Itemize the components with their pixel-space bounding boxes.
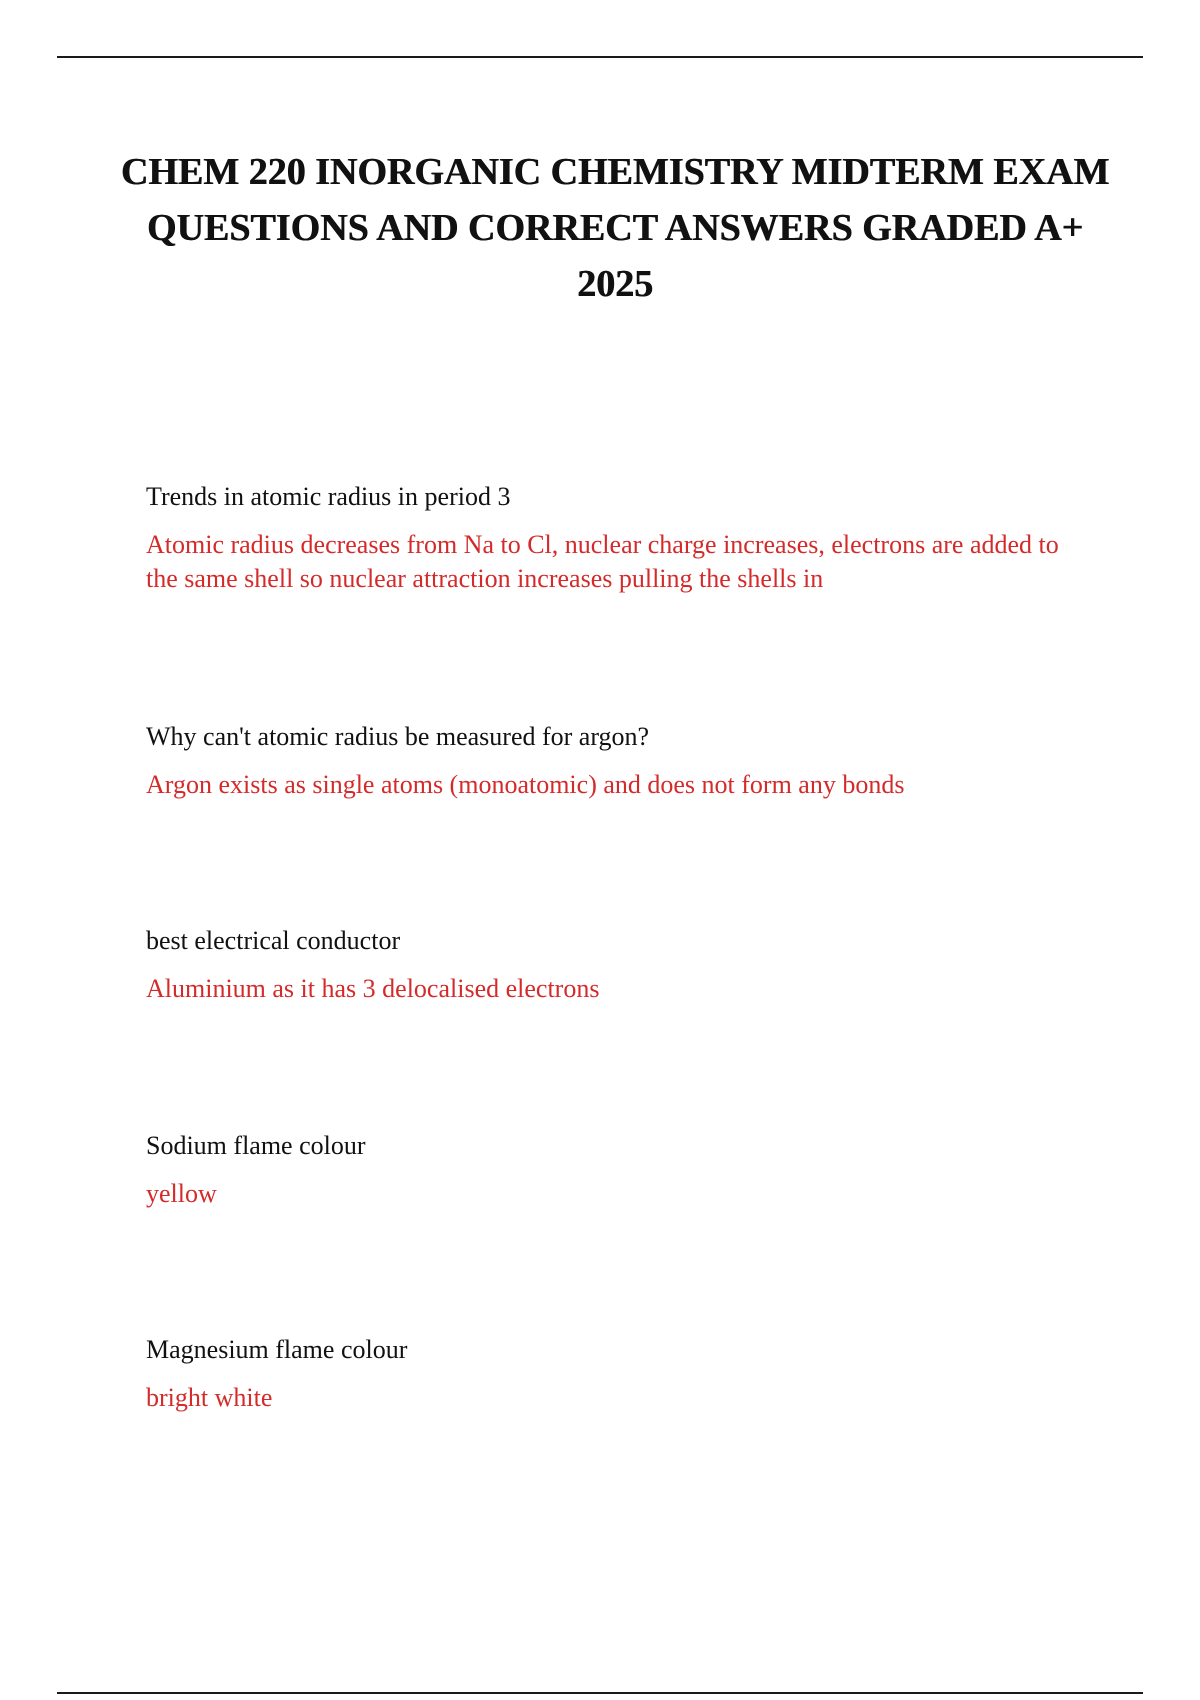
answer-text: bright white [146, 1383, 273, 1412]
question-text: Why can't atomic radius be measured for argon? [146, 722, 650, 751]
answer-text: Argon exists as single atoms (monoatomic) and does not form any bonds [146, 770, 905, 799]
answer-text: Atomic radius decreases from Na to Cl, nuclear charge increases, electrons are added to the same shell so nuclear attraction increases pulling the shells in [146, 530, 1059, 593]
question-text: Trends in atomic radius in period 3 [146, 482, 511, 511]
document-title: CHEM 220 INORGANIC CHEMISTRY MIDTERM EXAM QUESTIONS AND CORRECT ANSWERS GRADED A+ 2025 [120, 151, 1110, 305]
qa-item [146, 480, 1066, 596]
question-text: Sodium flame colour [146, 1131, 366, 1160]
footer-rule [57, 1692, 1143, 1694]
answer-text: yellow [146, 1179, 217, 1208]
qa-item [146, 1129, 1066, 1211]
qa-item [146, 720, 1066, 802]
question-text: Magnesium flame colour [146, 1335, 408, 1364]
qa-item [146, 924, 1066, 1006]
header-rule [57, 56, 1143, 58]
question-text: best electrical conductor [146, 926, 401, 955]
answer-text: Aluminium as it has 3 delocalised electrons [146, 974, 600, 1003]
qa-item [146, 1333, 1066, 1415]
